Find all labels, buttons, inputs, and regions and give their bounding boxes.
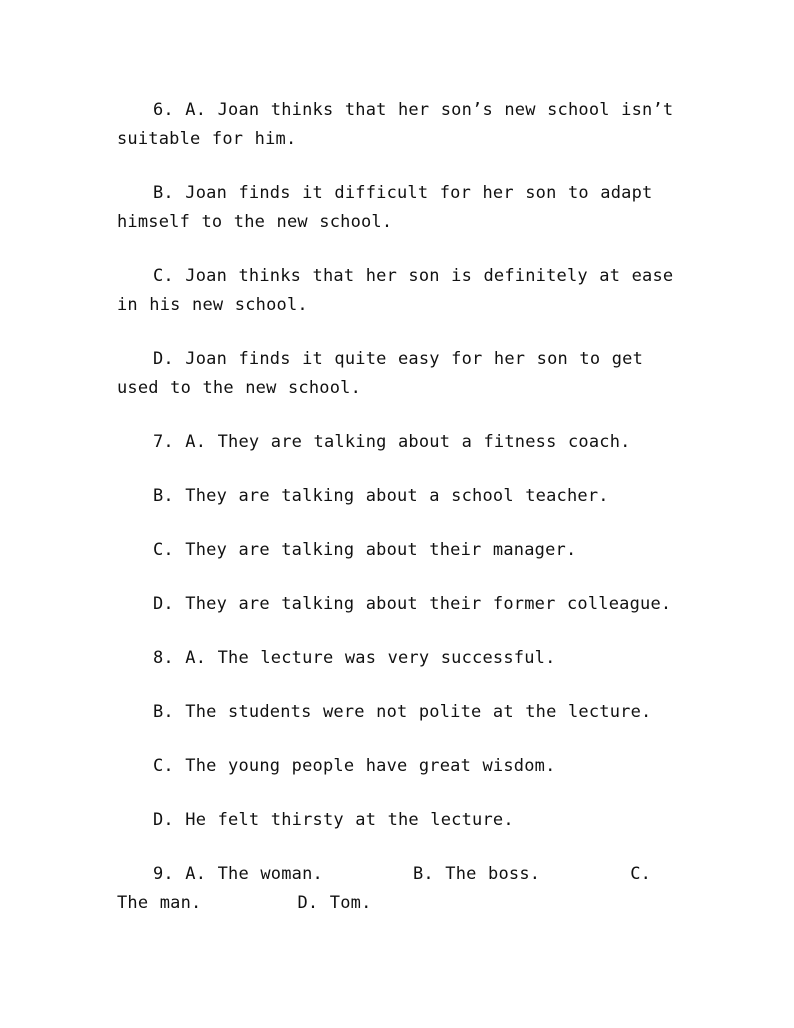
question-7-option-b: B. They are talking about a school teacher. — [153, 486, 609, 506]
question-8-option-c: C. The young people have great wisdom. — [153, 756, 556, 776]
question-6-option-b: B. Joan finds it difficult for her son to adapt himself to the new school. — [117, 183, 653, 232]
question-9-option-a: 9. A. The woman. — [153, 864, 323, 884]
question-6-option-a: 6. A. Joan thinks that her son’s new school isn’t suitable for him. — [117, 100, 674, 149]
question-9-options — [117, 860, 677, 918]
question-8-option-a: 8. A. The lecture was very successful. — [153, 648, 556, 668]
question-9-option-c: C. The man. — [117, 864, 652, 913]
document-page — [117, 96, 677, 943]
question-6-option-c: C. Joan thinks that her son is definitely at ease in his new school. — [117, 266, 674, 315]
question-8-option-d: D. He felt thirsty at the lecture. — [153, 810, 514, 830]
question-9-option-d: D. Tom. — [297, 893, 372, 913]
question-7-option-c: C. They are talking about their manager. — [153, 540, 577, 560]
question-7-option-a: 7. A. They are talking about a fitness coach. — [153, 432, 631, 452]
question-9-option-b: B. The boss. — [412, 864, 541, 884]
question-8-option-b: B. The students were not polite at the lecture. — [153, 702, 652, 722]
question-7-option-d: D. They are talking about their former colleague. — [153, 594, 672, 614]
question-6-option-d: D. Joan finds it quite easy for her son to get used to the new school. — [117, 349, 644, 398]
